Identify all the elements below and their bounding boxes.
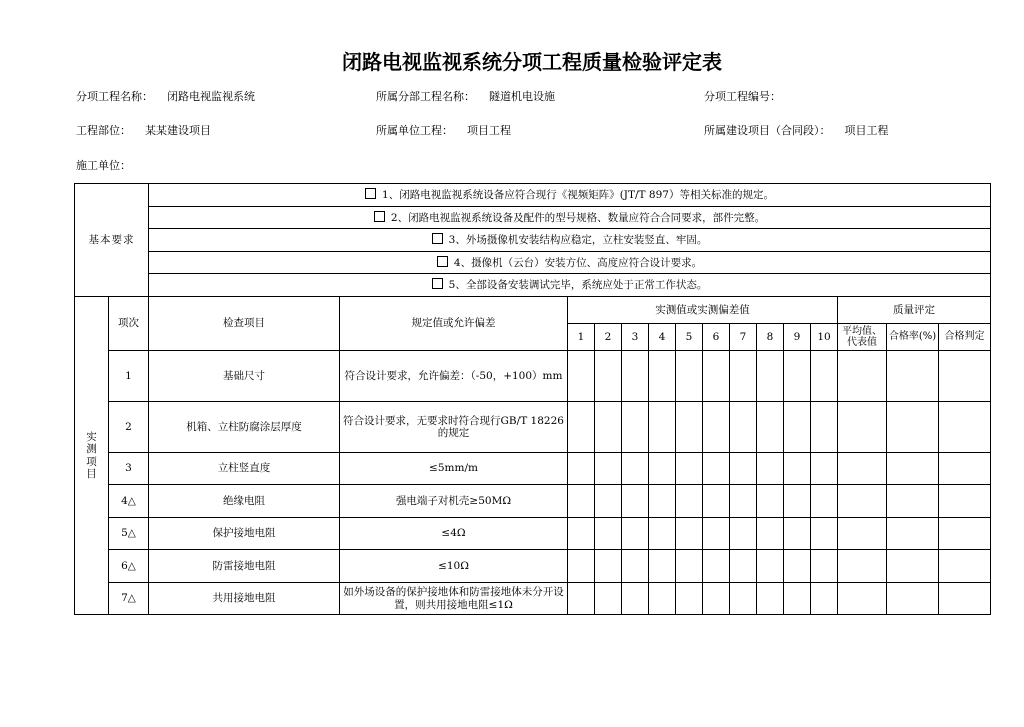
avg-cell[interactable]	[838, 402, 887, 453]
table-row	[75, 583, 991, 615]
requirement-text: 2、闭路电视监视系统设备及配件的型号规格、数量应符合合同要求，部件完整。	[390, 211, 766, 224]
value-cell[interactable]	[703, 485, 730, 518]
row-standard: 符合设计要求，无要求时符合现行GB/T 18226的规定	[340, 402, 568, 453]
value-cell[interactable]	[595, 518, 622, 550]
value-cell[interactable]	[784, 550, 811, 583]
avg-cell[interactable]	[838, 453, 887, 485]
avg-cell[interactable]	[838, 550, 887, 583]
verdict-cell[interactable]	[939, 550, 991, 583]
unit-value: 项目工程	[467, 124, 511, 137]
value-cell[interactable]	[730, 518, 757, 550]
col-header: 4	[649, 324, 676, 351]
value-cell[interactable]	[730, 583, 757, 615]
verdict-cell[interactable]	[939, 351, 991, 402]
value-cell[interactable]	[676, 402, 703, 453]
table-row	[75, 518, 991, 550]
col-header: 9	[784, 324, 811, 351]
requirements-label: 基本要求	[75, 184, 149, 297]
pass-rate-cell[interactable]	[887, 453, 939, 485]
checkbox-icon[interactable]	[374, 211, 385, 222]
value-cell[interactable]	[622, 402, 649, 453]
item-number	[704, 88, 781, 104]
col-header: 10	[811, 324, 838, 351]
value-cell[interactable]	[784, 485, 811, 518]
value-cell[interactable]	[676, 485, 703, 518]
row-seq: 5△	[109, 518, 149, 550]
value-cell[interactable]	[703, 583, 730, 615]
requirement-text: 3、外场摄像机安装结构应稳定，立柱安装竖直、牢固。	[448, 234, 708, 247]
avg-cell[interactable]	[838, 485, 887, 518]
table-row	[75, 550, 991, 583]
value-cell[interactable]	[703, 402, 730, 453]
section-label	[75, 297, 109, 615]
value-cell[interactable]	[622, 485, 649, 518]
requirement-row	[75, 184, 991, 207]
item-name-label: 分项工程名称：	[76, 90, 153, 103]
quality-header: 质量评定	[838, 297, 991, 324]
verdict-header: 合格判定	[939, 324, 991, 351]
value-cell[interactable]	[622, 550, 649, 583]
value-cell[interactable]	[811, 402, 838, 453]
value-cell[interactable]	[649, 550, 676, 583]
value-cell[interactable]	[649, 453, 676, 485]
value-cell[interactable]	[784, 518, 811, 550]
value-cell[interactable]	[676, 583, 703, 615]
requirement-row	[75, 274, 991, 297]
table-row	[75, 485, 991, 518]
page-title: 闭路电视监视系统分项工程质量检验评定表	[342, 50, 722, 74]
location-label: 工程部位：	[76, 124, 131, 137]
value-cell[interactable]	[703, 453, 730, 485]
value-cell[interactable]	[595, 583, 622, 615]
value-cell[interactable]	[757, 583, 784, 615]
value-cell[interactable]	[622, 583, 649, 615]
value-cell[interactable]	[784, 453, 811, 485]
pass-rate-header: 合格率(%)	[887, 324, 939, 351]
verdict-cell[interactable]	[939, 583, 991, 615]
value-cell[interactable]	[730, 550, 757, 583]
requirement-item	[149, 252, 991, 274]
value-cell[interactable]	[649, 402, 676, 453]
requirement-item	[149, 229, 991, 252]
value-cell[interactable]	[595, 351, 622, 402]
row-item: 基础尺寸	[149, 351, 340, 402]
project-label: 所属建设项目（合同段）：	[704, 124, 831, 137]
item-name	[76, 88, 255, 104]
location-value: 某某建设项目	[145, 124, 211, 137]
value-cell[interactable]	[676, 453, 703, 485]
verdict-cell[interactable]	[939, 453, 991, 485]
row-item: 防雷接地电阻	[149, 550, 340, 583]
section-label-text: 实测项目	[86, 431, 97, 480]
row-standard: 符合设计要求，允许偏差：（-50，+100）mm	[340, 351, 568, 402]
col-header: 7	[730, 324, 757, 351]
row-standard: 如外场设备的保护接地体和防雷接地体未分开设置，则共用接地电阻≤1Ω	[340, 583, 568, 615]
col-header: 3	[622, 324, 649, 351]
value-cell[interactable]	[811, 518, 838, 550]
requirement-row	[75, 229, 991, 252]
check-item-header: 检查项目	[149, 297, 340, 351]
value-cell[interactable]	[703, 518, 730, 550]
verdict-cell[interactable]	[939, 518, 991, 550]
row-standard: ≤10Ω	[340, 550, 568, 583]
avg-header: 平均值、代表值	[838, 324, 887, 351]
requirement-row	[75, 252, 991, 274]
item-name-value: 闭路电视监视系统	[167, 90, 255, 103]
value-cell[interactable]	[676, 518, 703, 550]
row-item: 保护接地电阻	[149, 518, 340, 550]
pass-rate-cell[interactable]	[887, 402, 939, 453]
verdict-cell[interactable]	[939, 402, 991, 453]
value-cell[interactable]	[730, 485, 757, 518]
value-cell[interactable]	[811, 550, 838, 583]
requirement-text: 4、摄像机（云台）安装方位、高度应符合设计要求。	[453, 256, 703, 269]
row-seq: 2	[109, 402, 149, 453]
col-header: 2	[595, 324, 622, 351]
value-cell[interactable]	[730, 453, 757, 485]
value-cell[interactable]	[568, 402, 595, 453]
value-cell[interactable]	[649, 518, 676, 550]
measured-header: 实测值或实测偏差值	[568, 297, 838, 324]
pass-rate-cell[interactable]	[887, 583, 939, 615]
value-cell[interactable]	[622, 453, 649, 485]
col-header: 1	[568, 324, 595, 351]
pass-rate-cell[interactable]	[887, 518, 939, 550]
value-cell[interactable]	[784, 351, 811, 402]
inspection-table	[74, 183, 991, 615]
contractor-label: 施工单位：	[76, 159, 131, 172]
row-standard: ≤4Ω	[340, 518, 568, 550]
value-cell[interactable]	[622, 518, 649, 550]
value-cell[interactable]	[568, 583, 595, 615]
checkbox-icon[interactable]	[437, 256, 448, 267]
value-cell[interactable]	[784, 402, 811, 453]
col-header: 8	[757, 324, 784, 351]
avg-cell[interactable]	[838, 583, 887, 615]
col-header: 5	[676, 324, 703, 351]
value-cell[interactable]	[757, 518, 784, 550]
value-cell[interactable]	[757, 402, 784, 453]
header-row	[75, 297, 991, 324]
value-cell[interactable]	[595, 485, 622, 518]
value-cell[interactable]	[649, 583, 676, 615]
value-cell[interactable]	[757, 351, 784, 402]
unit-label: 所属单位工程：	[376, 124, 453, 137]
pass-rate-cell[interactable]	[887, 550, 939, 583]
value-cell[interactable]	[568, 485, 595, 518]
requirement-text: 5、全部设备安装调试完毕，系统应处于正常工作状态。	[448, 279, 708, 292]
row-seq: 6△	[109, 550, 149, 583]
row-item: 机箱、立柱防腐涂层厚度	[149, 402, 340, 453]
requirement-item	[149, 274, 991, 297]
value-cell[interactable]	[703, 351, 730, 402]
parent-name-label: 所属分部工程名称：	[376, 90, 475, 103]
verdict-cell[interactable]	[939, 485, 991, 518]
value-cell[interactable]	[568, 351, 595, 402]
value-cell[interactable]	[811, 453, 838, 485]
table-row	[75, 453, 991, 485]
row-item: 绝缘电阻	[149, 485, 340, 518]
row-seq: 4△	[109, 485, 149, 518]
requirement-text: 1、闭路电视监视系统设备应符合现行《视频矩阵》(JT/T 897）等相关标准的规定。	[382, 189, 774, 202]
value-cell[interactable]	[811, 351, 838, 402]
value-cell[interactable]	[703, 550, 730, 583]
requirement-row	[75, 207, 991, 229]
value-cell[interactable]	[568, 518, 595, 550]
pass-rate-cell[interactable]	[887, 351, 939, 402]
row-seq: 7△	[109, 583, 149, 615]
row-seq: 3	[109, 453, 149, 485]
checkbox-icon[interactable]	[432, 233, 443, 244]
project	[704, 122, 889, 138]
value-cell[interactable]	[595, 453, 622, 485]
location	[76, 122, 211, 138]
value-cell[interactable]	[811, 485, 838, 518]
checkbox-icon[interactable]	[365, 188, 376, 199]
value-cell[interactable]	[811, 583, 838, 615]
row-item: 共用接地电阻	[149, 583, 340, 615]
avg-cell[interactable]	[838, 518, 887, 550]
requirement-item	[149, 207, 991, 229]
row-standard: ≤5mm/m	[340, 453, 568, 485]
value-cell[interactable]	[568, 550, 595, 583]
value-cell[interactable]	[622, 351, 649, 402]
value-cell[interactable]	[568, 453, 595, 485]
avg-cell[interactable]	[838, 351, 887, 402]
requirement-item	[149, 184, 991, 207]
value-cell[interactable]	[757, 453, 784, 485]
contractor	[76, 157, 131, 173]
value-cell[interactable]	[676, 351, 703, 402]
standard-header: 规定值或允许偏差	[340, 297, 568, 351]
col-header: 6	[703, 324, 730, 351]
parent-name-value: 隧道机电设施	[489, 90, 555, 103]
value-cell[interactable]	[649, 485, 676, 518]
value-cell[interactable]	[649, 351, 676, 402]
value-cell[interactable]	[730, 402, 757, 453]
table-row	[75, 402, 991, 453]
table-row	[75, 351, 991, 402]
row-seq: 1	[109, 351, 149, 402]
row-item: 立柱竖直度	[149, 453, 340, 485]
value-cell[interactable]	[595, 550, 622, 583]
seq-header: 项次	[109, 297, 149, 351]
value-cell[interactable]	[676, 550, 703, 583]
pass-rate-cell[interactable]	[887, 485, 939, 518]
checkbox-icon[interactable]	[432, 278, 443, 289]
unit	[376, 122, 511, 138]
value-cell[interactable]	[784, 583, 811, 615]
item-number-label: 分项工程编号：	[704, 90, 781, 103]
value-cell[interactable]	[757, 485, 784, 518]
project-value: 项目工程	[844, 124, 889, 137]
parent-name	[376, 88, 555, 104]
value-cell[interactable]	[757, 550, 784, 583]
value-cell[interactable]	[595, 402, 622, 453]
value-cell[interactable]	[730, 351, 757, 402]
row-standard: 强电端子对机壳≥50MΩ	[340, 485, 568, 518]
